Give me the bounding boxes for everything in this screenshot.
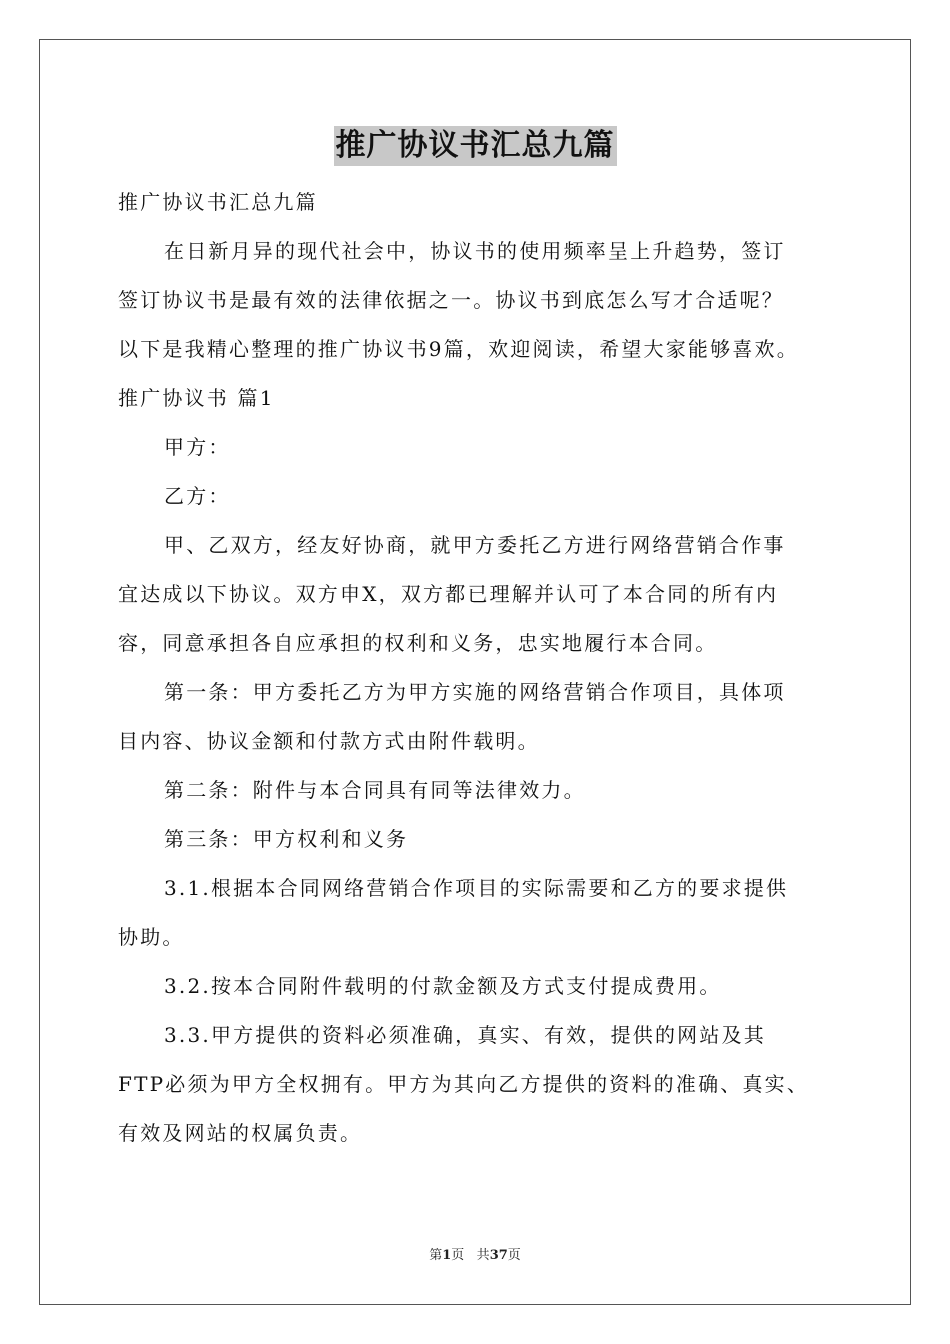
page-number: 1 xyxy=(442,1248,452,1263)
body-line: 协助。 xyxy=(118,925,185,949)
section-heading: 推广协议书 篇1 xyxy=(118,386,275,410)
total-suffix: 页 xyxy=(507,1248,521,1263)
total-prefix: 共 xyxy=(476,1248,490,1263)
body-line: 签订协议书是最有效的法律依据之一。协议书到底怎么写才合适呢？ xyxy=(118,288,784,312)
document-title: 推广协议书汇总九篇 xyxy=(334,126,617,166)
body-line: 第一条：甲方委托乙方为甲方实施的网络营销合作项目，具体项 xyxy=(164,680,786,704)
page-suffix: 页 xyxy=(451,1248,465,1263)
document-body xyxy=(118,178,838,1158)
body-line: FTP必须为甲方全权拥有。甲方为其向乙方提供的资料的准确、真实、 xyxy=(118,1072,810,1096)
body-line: 甲、乙双方，经友好协商，就甲方委托乙方进行网络营销合作事 xyxy=(164,533,786,557)
page-prefix: 第 xyxy=(429,1248,443,1263)
body-line: 第三条：甲方权利和义务 xyxy=(164,827,409,851)
body-line: 宜达成以下协议。双方申X，双方都已理解并认可了本合同的所有内 xyxy=(118,582,779,606)
body-line: 在日新月异的现代社会中，协议书的使用频率呈上升趋势，签订 xyxy=(164,239,786,263)
body-line: 容，同意承担各自应承担的权利和义务，忠实地履行本合同。 xyxy=(118,631,718,655)
body-line: 目内容、协议金额和付款方式由附件载明。 xyxy=(118,729,540,753)
body-line: 3.1.根据本合同网络营销合作项目的实际需要和乙方的要求提供 xyxy=(164,876,789,900)
body-line: 有效及网站的权属负责。 xyxy=(118,1121,363,1145)
body-line: 甲方： xyxy=(164,435,231,459)
body-line: 3.2.按本合同附件载明的付款金额及方式支付提成费用。 xyxy=(164,974,722,998)
body-line: 推广协议书汇总九篇 xyxy=(118,190,318,214)
page-footer xyxy=(0,1247,950,1265)
body-line: 3.3.甲方提供的资料必须准确，真实、有效，提供的网站及其 xyxy=(164,1023,766,1047)
body-line: 以下是我精心整理的推广协议书9篇，欢迎阅读，希望大家能够喜欢。 xyxy=(118,337,799,361)
body-line: 第二条：附件与本合同具有同等法律效力。 xyxy=(164,778,586,802)
title-container xyxy=(0,126,950,166)
body-line: 乙方： xyxy=(164,484,231,508)
total-pages: 37 xyxy=(489,1248,508,1263)
